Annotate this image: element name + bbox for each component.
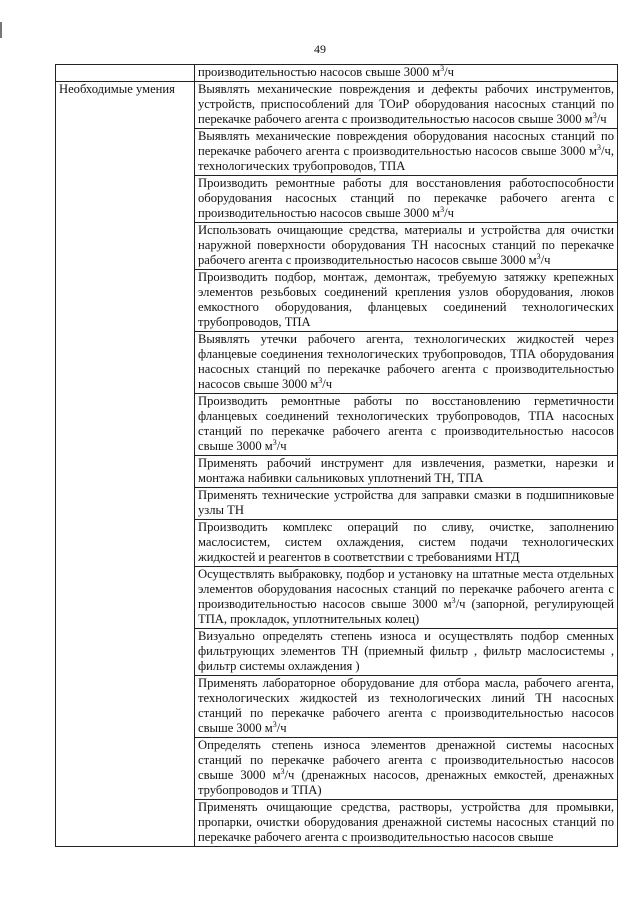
page-number: 49 (314, 42, 326, 56)
skill-text: Осуществлять выбраковку, подбор и установку на штатные места отдельных элементов оборудования насосных станций по перекачке рабочего агента с производительностью насосов свыше 3000 $м^3/ч$ (запорной, регулирующей ТПА, прокладок, уплотнительных колец) (195, 567, 618, 629)
skill-text: Определять степень износа элементов дренажной системы насосных станций по перекачке рабочего агента с производительностью насосов свыше 3000 $м^3/ч$ (дренажных насосов, дренажных емкостей, дренажных трубопроводов и ТПА) (195, 738, 618, 800)
empty-label-cell (56, 65, 195, 82)
skill-text: Применять рабочий инструмент для извлечения, разметки, нарезки и монтажа набивки сальниковых уплотнений ТН, ТПА (195, 456, 618, 488)
skills-table (55, 64, 618, 847)
skill-text: Производить подбор, монтаж, демонтаж, требуемую затяжку крепежных элементов резьбовых соединений крепления узлов оборудования, люков емкостного оборудования, фланцевых соединений технологических трубопроводов, ТПА (195, 270, 618, 332)
skill-text: Производить ремонтные работы по восстановлению герметичности фланцевых соединений технологических трубопроводов, ТПА насосных станций по перекачке рабочего агента с производительностью насосов свыше 3000 $м^3/ч$ (195, 394, 618, 456)
table-row (56, 82, 618, 129)
continued-text-cell: производительностью насосов свыше 3000 $м^3/ч$ (195, 65, 618, 82)
skill-text: Выявлять механические повреждения и дефекты рабочих инструментов, устройств, приспособлений для ТОиР оборудования насосных станций по перекачке рабочего агента с производительностью насосов свыше 3000 $м^3/ч$ (195, 82, 618, 129)
scan-edge-mark (0, 22, 2, 38)
table-row (56, 65, 618, 82)
skill-text: Применять технические устройства для заправки смазки в подшипниковые узлы ТН (195, 488, 618, 520)
skill-text: Производить комплекс операций по сливу, очистке, заполнению маслосистем, систем охлаждения, систем подачи технологических жидкостей и реагентов в соответствии с требованиями НТД (195, 520, 618, 567)
skill-text: Использовать очищающие средства, материалы и устройства для очистки наружной поверхности оборудования ТН насосных станций по перекачке рабочего агента с производительностью насосов свыше 3000 $м^3/ч$ (195, 223, 618, 270)
skill-text: Применять лабораторное оборудование для отбора масла, рабочего агента, технологических жидкостей из технологических линий ТН насосных станций по перекачке рабочего агента с производительностью насосов свыше 3000 $м^3/ч$ (195, 676, 618, 738)
skill-text: Выявлять механические повреждения оборудования насосных станций по перекачке рабочего агента с производительностью насосов свыше 3000 $м^3/ч$, технологических трубопроводов, ТПА (195, 129, 618, 176)
skill-text: Выявлять утечки рабочего агента, технологических жидкостей через фланцевые соединения технологических трубопроводов, ТПА оборудования насосных станций по перекачке рабочего агента с производительностью насосов свыше 3000 $м^3/ч$ (195, 332, 618, 394)
skill-text: Визуально определять степень износа и осуществлять подбор сменных фильтрующих элементов ТН (приемный фильтр , фильтр маслосистемы , фильтр системы охлаждения ) (195, 629, 618, 676)
skills-table-body (56, 65, 618, 847)
skill-text: Производить ремонтные работы для восстановления работоспособности оборудования насосных станций по перекачке рабочего агента с производительностью насосов свыше 3000 $м^3/ч$ (195, 176, 618, 223)
section-label: Необходимые умения (56, 82, 195, 847)
skill-text: Применять очищающие средства, растворы, устройства для промывки, пропарки, очистки оборудования дренажной системы насосных станций по перекачке рабочего агента с производительностью насосов свыше (195, 800, 618, 847)
